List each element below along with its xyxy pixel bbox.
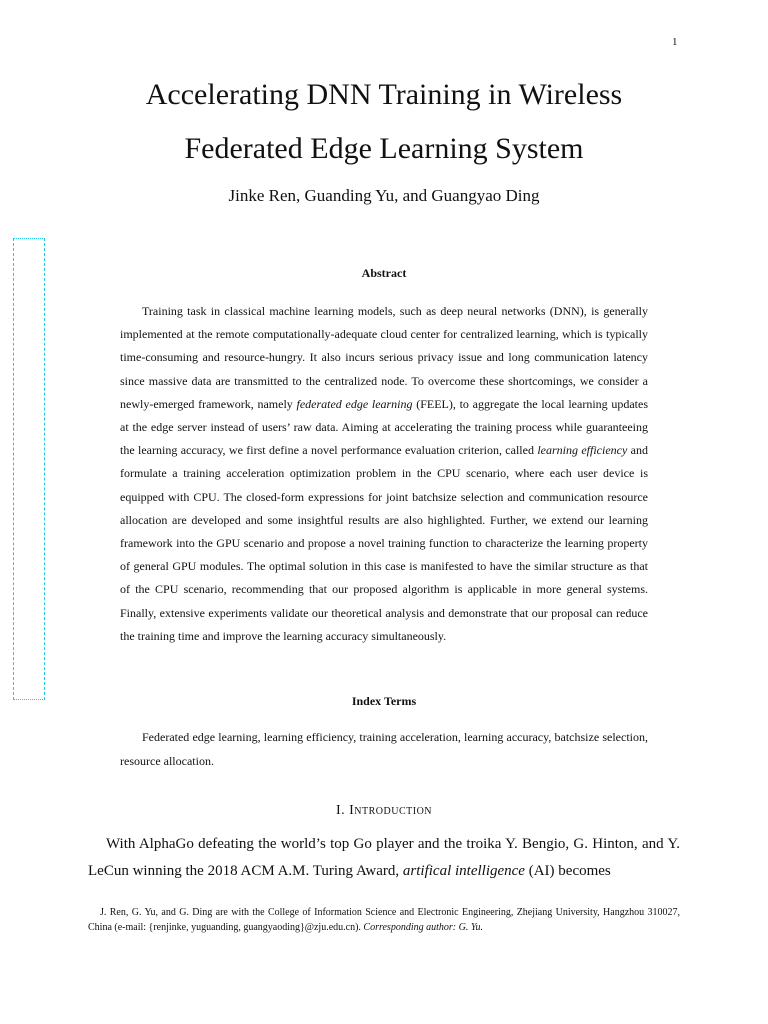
- section-title: Introduction: [349, 803, 433, 818]
- margin-highlight-box: [13, 238, 45, 700]
- abstract-emphasis-feel: federated edge learning: [296, 396, 413, 411]
- intro-emphasis-ai: artifical intelligence: [402, 863, 525, 879]
- title-line-1: Accelerating DNN Training in Wireless: [145, 78, 623, 111]
- author-list: Jinke Ren, Guanding Yu, and Guangyao Ding: [228, 186, 540, 205]
- page-number: 1: [672, 36, 678, 48]
- section-heading-introduction: [0, 803, 768, 819]
- intro-text-part-2: (AI) becomes: [524, 863, 611, 879]
- paper-title: [0, 68, 768, 176]
- title-line-2: Federated Edge Learning System: [184, 132, 584, 165]
- abstract-text: [120, 300, 648, 648]
- abstract-text-part-3: and formulate a training acceleration optimization problem in the CPU scenario, where each user device is equipped with CPU. The closed-form expressions for joint batchsize selection and communication resource allocation are developed and some insightful results are also highlighted. Further, we extend our learning framework into the GPU scenario and propose a novel training function to characterize the learning property of general GPU modules. The optimal solution in this case is manifested to have the similar structure as that of the CPU scenario, recommending that our proposed algorithm is applicable in more general systems. Finally, extensive experiments validate our theoretical analysis and demonstrate that our proposal can reduce the training time and improve the learning accuracy simultaneously.: [120, 443, 649, 643]
- footnote-text: J. Ren, G. Yu, and G. Ding are with the College of Information Science and Electronic Engineering, Zhejiang University, Hangzhou 310027, China (e-mail: {renjinke, yuguanding, guangyaoding}@zju.edu.cn).: [88, 907, 680, 933]
- abstract-emphasis-learning-efficiency: learning efficiency: [537, 443, 628, 458]
- introduction-text: [88, 831, 680, 885]
- abstract-text-part-1: Training task in classical machine learning models, such as deep neural networks (DNN), is generally implemented at the remote computationally-adequate cloud center for centralized learning, which is typically time-consuming and resource-hungry. It also incurs serious privacy issue and long communication latency since massive data are transmitted to the centralized node. To overcome these shortcomings, we consider a newly-emerged framework, namely: [120, 304, 648, 411]
- footnote-corresponding-author: Corresponding author: G. Yu.: [363, 921, 483, 933]
- abstract-text-part-2: (FEEL), to aggregate the local learning updates at the edge server instead of users’ raw data. Aiming at accelerating the training process while guaranteeing the learning accuracy, we first define a novel performance evaluation criterion, called: [120, 396, 649, 458]
- section-number: I.: [335, 803, 350, 818]
- intro-text-part-1: With AlphaGo defeating the world’s top Go player and the troika Y. Bengio, G. Hinton, and Y. LeCun winning the 2018 ACM A.M. Turing Award,: [88, 836, 680, 879]
- index-terms-text: Federated edge learning, learning efficiency, training acceleration, learning accuracy, batchsize selection, resource allocation.: [120, 730, 648, 768]
- affiliation-footnote: [88, 906, 680, 935]
- index-terms-heading: Index Terms: [351, 694, 417, 708]
- abstract-heading: Abstract: [361, 266, 407, 280]
